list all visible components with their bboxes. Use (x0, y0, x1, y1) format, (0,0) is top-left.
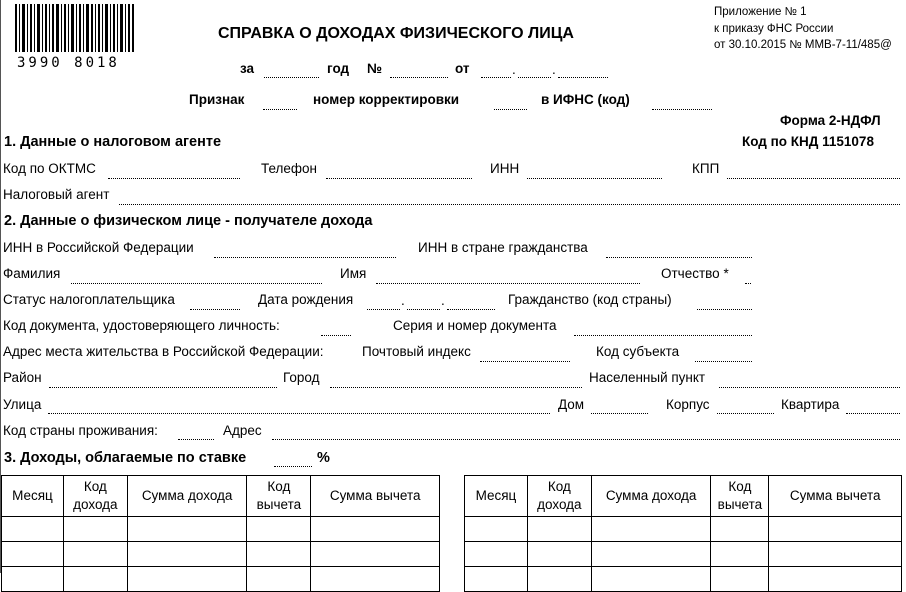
label-oktmo: Код по ОКТМС (3, 161, 96, 176)
label-god: год (327, 61, 350, 76)
appendix-reference (714, 4, 892, 54)
label-taxpayer-status: Статус налогоплательщика (3, 292, 175, 307)
column-income-code: Код дохода (527, 476, 591, 517)
taxpayer-status-field[interactable] (190, 309, 240, 310)
table-cell[interactable] (127, 517, 247, 542)
table-row (2, 542, 440, 567)
address-field[interactable] (272, 439, 900, 440)
street-field[interactable] (48, 413, 550, 414)
tax-rate-field[interactable] (274, 466, 312, 467)
flat-field[interactable] (846, 413, 900, 414)
oktmo-field[interactable] (108, 178, 240, 179)
document-series-field[interactable] (574, 335, 752, 336)
birthdate-year-field[interactable] (447, 309, 495, 310)
form-knd-code: Код по КНД 1151078 (742, 134, 874, 149)
column-month: Месяц (2, 476, 64, 517)
document-title: СПРАВКА О ДОХОДАХ ФИЗИЧЕСКОГО ЛИЦА (218, 25, 574, 42)
correction-number-field[interactable] (494, 109, 527, 110)
column-month: Месяц (465, 476, 528, 517)
date-day-field[interactable] (481, 77, 511, 78)
birthdate-day-field[interactable] (367, 309, 400, 310)
building-field[interactable] (717, 413, 774, 414)
table-cell[interactable] (311, 567, 440, 592)
label-locality: Населенный пункт (589, 370, 706, 385)
postcode-field[interactable] (480, 361, 570, 362)
kpp-field[interactable] (727, 178, 900, 179)
table-cell[interactable] (63, 517, 127, 542)
label-city: Город (283, 370, 320, 385)
table-cell[interactable] (591, 517, 711, 542)
label-correction-number: номер корректировки (313, 92, 460, 107)
birthdate-separator: . (441, 293, 445, 308)
income-table-right (464, 475, 902, 592)
label-surname: Фамилия (3, 266, 61, 281)
district-field[interactable] (49, 387, 277, 388)
number-field[interactable] (390, 77, 448, 78)
table-cell[interactable] (527, 517, 591, 542)
section-3-title: 3. Доходы, облагаемые по ставке (4, 450, 247, 466)
tax-agent-field[interactable] (119, 204, 900, 205)
priznak-field[interactable] (263, 109, 297, 110)
table-header-row (2, 476, 440, 517)
name-field[interactable] (376, 283, 640, 284)
date-separator: . (552, 62, 556, 77)
label-agent-inn: ИНН (490, 161, 520, 176)
column-deduction-sum: Сумма вычета (311, 476, 440, 517)
table-cell[interactable] (711, 517, 769, 542)
citizenship-field[interactable] (697, 309, 752, 310)
table-cell[interactable] (591, 542, 711, 567)
table-cell[interactable] (2, 542, 64, 567)
label-district: Район (3, 370, 42, 385)
section-2-title: 2. Данные о физическом лице - получателе дохода (4, 213, 373, 229)
region-code-field[interactable] (695, 361, 752, 362)
table-cell[interactable] (465, 567, 528, 592)
table-cell[interactable] (591, 567, 711, 592)
house-field[interactable] (591, 413, 648, 414)
column-income-code: Код дохода (63, 476, 127, 517)
table-header-row (465, 476, 902, 517)
label-kpp: КПП (692, 161, 720, 176)
table-cell[interactable] (247, 517, 311, 542)
appendix-line-3: от 30.10.2015 № ММВ-7-11/485@ (714, 39, 892, 51)
table-row (465, 517, 902, 542)
table-cell[interactable] (127, 567, 247, 592)
table-cell[interactable] (127, 542, 247, 567)
table-cell[interactable] (63, 542, 127, 567)
column-income-sum: Сумма дохода (127, 476, 247, 517)
label-tax-agent: Налоговый агент (3, 187, 110, 202)
document-code-field[interactable] (321, 335, 351, 336)
appendix-line-2: к приказу ФНС России (714, 22, 834, 35)
agent-inn-field[interactable] (527, 178, 662, 179)
date-year-field[interactable] (558, 77, 608, 78)
column-deduction-sum: Сумма вычета (769, 476, 902, 517)
birthdate-separator: . (401, 293, 405, 308)
table-cell[interactable] (711, 542, 769, 567)
table-cell[interactable] (2, 567, 64, 592)
section-1-title: 1. Данные о налоговом агенте (4, 134, 222, 150)
label-address: Адрес (223, 423, 262, 438)
column-income-sum: Сумма дохода (591, 476, 711, 517)
birthdate-month-field[interactable] (407, 309, 440, 310)
table-cell[interactable] (527, 542, 591, 567)
table-cell[interactable] (769, 542, 902, 567)
label-za: за (240, 61, 255, 76)
label-priznak: Признак (189, 92, 245, 107)
table-row (2, 517, 440, 542)
year-field[interactable] (264, 77, 319, 78)
label-name: Имя (340, 266, 367, 281)
column-deduction-code: Код вычета (711, 476, 769, 517)
table-row (465, 542, 902, 567)
label-flat: Квартира (781, 397, 840, 412)
table-cell[interactable] (311, 542, 440, 567)
date-month-field[interactable] (518, 77, 551, 78)
label-address-rf: Адрес места жительства в Российской Федерации: (3, 344, 324, 359)
label-patronymic: Отчество * (661, 266, 729, 281)
table-cell[interactable] (769, 567, 902, 592)
country-code-field[interactable] (178, 439, 214, 440)
label-number: № (367, 61, 383, 76)
city-field[interactable] (330, 387, 582, 388)
table-cell[interactable] (247, 542, 311, 567)
table-cell[interactable] (2, 517, 64, 542)
table-cell[interactable] (465, 517, 528, 542)
table-row (465, 567, 902, 592)
label-document-code: Код документа, удостоверяющего личность: (3, 318, 280, 333)
patronymic-field[interactable] (745, 283, 751, 284)
label-postcode: Почтовый индекс (362, 344, 471, 359)
table-cell[interactable] (311, 517, 440, 542)
locality-field[interactable] (719, 387, 900, 388)
table-cell[interactable] (247, 567, 311, 592)
appendix-line-1: Приложение № 1 (714, 6, 807, 18)
ifns-code-field[interactable] (652, 109, 712, 110)
barcode-digits: 3990 8018 (13, 55, 135, 71)
label-inn-foreign: ИНН в стране гражданства (418, 240, 588, 255)
table-cell[interactable] (769, 517, 902, 542)
label-house: Дом (558, 397, 585, 412)
barcode-icon (13, 4, 138, 52)
phone-field[interactable] (326, 178, 472, 179)
surname-field[interactable] (71, 283, 322, 284)
label-building: Корпус (666, 397, 710, 412)
column-deduction-code: Код вычета (247, 476, 311, 517)
label-citizenship: Гражданство (код страны) (508, 292, 672, 307)
table-cell[interactable] (465, 542, 528, 567)
label-ot: от (455, 61, 470, 76)
inn-foreign-field[interactable] (606, 257, 752, 258)
label-document-series: Серия и номер документа (393, 318, 557, 333)
barcode (13, 4, 138, 71)
label-phone: Телефон (261, 161, 318, 176)
label-country-code: Код страны проживания: (3, 423, 158, 438)
form-name: Форма 2-НДФЛ (780, 113, 881, 128)
label-region-code: Код субъекта (596, 344, 680, 359)
label-inn-rf: ИНН в Российской Федерации (3, 240, 194, 255)
inn-rf-field[interactable] (214, 257, 396, 258)
table-cell[interactable] (63, 567, 127, 592)
table-cell[interactable] (527, 567, 591, 592)
percent-sign: % (317, 450, 330, 466)
label-street: Улица (3, 397, 42, 412)
table-cell[interactable] (711, 567, 769, 592)
table-row (2, 567, 440, 592)
date-separator: . (512, 62, 516, 77)
income-table-left (1, 475, 440, 592)
label-ifns-code: в ИФНС (код) (541, 92, 630, 107)
label-birthdate: Дата рождения (258, 292, 354, 307)
